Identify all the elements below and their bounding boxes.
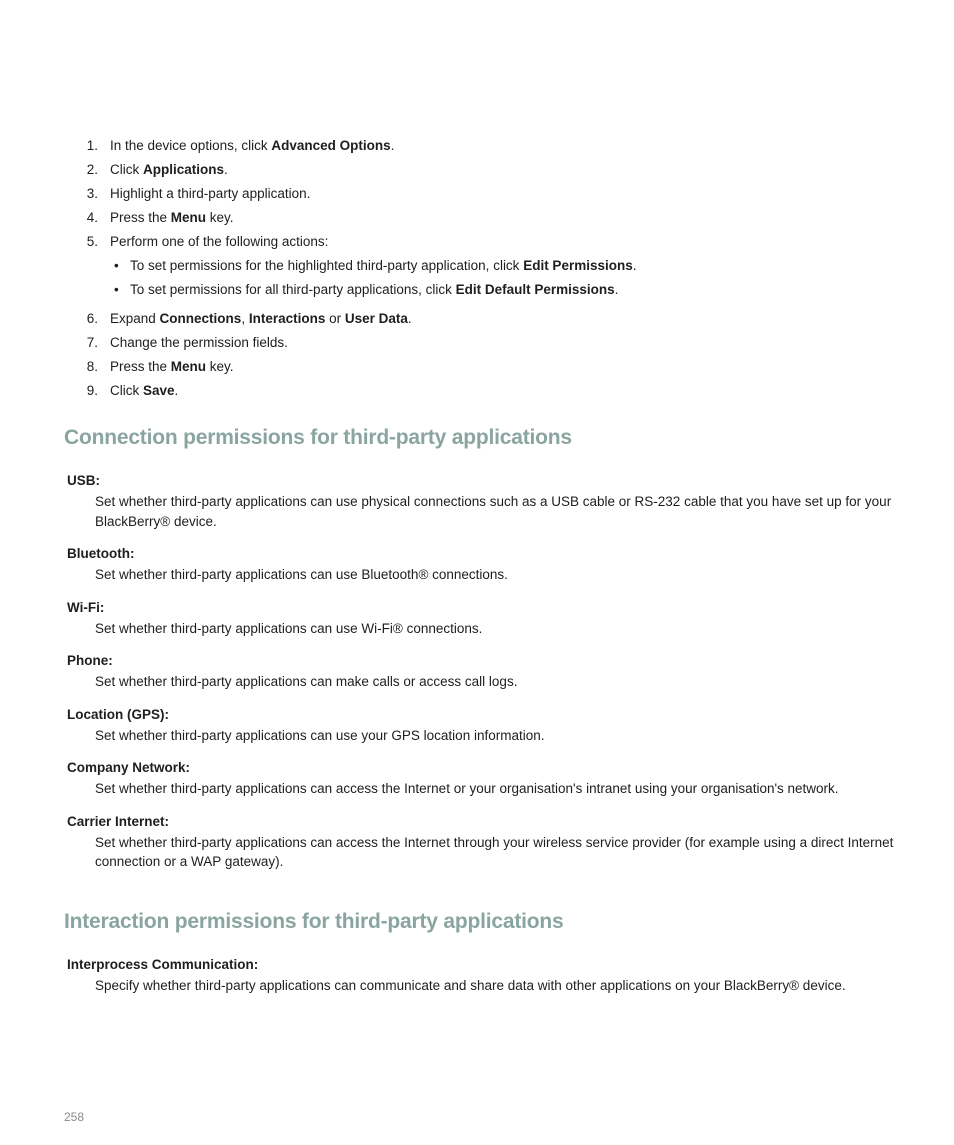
desc-carrier-internet: Set whether third-party applications can access the Internet through your wireless service provider (for example using a direct Internet connection or a WAP gateway). bbox=[95, 834, 894, 869]
ui-label-applications: Applications bbox=[143, 162, 225, 177]
ui-label-edit-permissions: Edit Permissions bbox=[523, 258, 633, 273]
desc-wifi: Set whether third-party applications can use Wi-Fi® connections. bbox=[95, 620, 483, 636]
ui-label-edit-default-permissions: Edit Default Permissions bbox=[455, 282, 615, 297]
term-carrier-internet: Carrier Internet: bbox=[67, 813, 170, 829]
bullet-icon: • bbox=[114, 282, 119, 297]
step-7: 7. Change the permission fields. bbox=[86, 335, 288, 350]
step-2: 2. Click Applications. bbox=[86, 162, 228, 177]
desc-bluetooth: Set whether third-party applications can use Bluetooth® connections. bbox=[95, 567, 508, 582]
desc-company-network: Set whether third-party applications can access the Internet or your organisation's intranet using your organisation's network. bbox=[95, 781, 839, 796]
step-3: 3. Highlight a third-party application. bbox=[86, 186, 311, 201]
section-heading-connection-permissions: Connection permissions for third-party applications bbox=[64, 426, 572, 449]
term-wifi: Wi-Fi: bbox=[67, 599, 105, 615]
term-phone: Phone: bbox=[67, 653, 113, 668]
ui-label-advanced-options: Advanced Options bbox=[271, 138, 391, 153]
connection-permissions-list bbox=[67, 471, 897, 885]
step-4: 4. Press the Menu key. bbox=[86, 210, 234, 225]
desc-location-gps: Set whether third-party applications can use your GPS location information. bbox=[95, 727, 545, 743]
bullet-icon: • bbox=[114, 258, 119, 273]
procedure-steps bbox=[0, 136, 954, 405]
term-company-network: Company Network: bbox=[67, 760, 191, 775]
ui-label-save: Save bbox=[143, 383, 175, 398]
step-1: 1. In the device options, click Advanced Options. bbox=[86, 138, 395, 153]
ui-label-menu: Menu bbox=[170, 210, 207, 225]
term-location-gps: Location (GPS): bbox=[67, 706, 169, 722]
desc-interprocess-communication: Specify whether third-party applications can communicate and share data with other applications on your BlackBerry® device. bbox=[95, 978, 846, 993]
section-heading-interaction-permissions: Interaction permissions for third-party applications bbox=[64, 910, 564, 933]
term-interprocess-communication: Interprocess Communication: bbox=[67, 957, 259, 972]
interaction-permissions-list bbox=[67, 955, 897, 1009]
step-6: 6. Expand Connections, Interactions or User Data. bbox=[86, 311, 412, 326]
step-9: 9. Click Save. bbox=[86, 383, 179, 398]
term-usb: USB: bbox=[67, 473, 100, 488]
page-number: 258 bbox=[64, 1110, 85, 1124]
step-5: 5. Perform one of the following actions: bbox=[86, 234, 329, 249]
desc-usb: Set whether third-party applications can use physical connections such as a USB cable or RS-232 cable that you have set up for your BlackBerry® device. bbox=[95, 494, 892, 529]
step-5-option-2: • To set permissions for all third-party applications, click Edit Default Permissions. bbox=[0, 280, 954, 304]
term-bluetooth: Bluetooth: bbox=[67, 546, 135, 561]
step-5-option-1: • To set permissions for the highlighted third-party application, click Edit Permissions. bbox=[0, 256, 954, 280]
desc-phone: Set whether third-party applications can make calls or access call logs. bbox=[95, 674, 518, 689]
step-8: 8. Press the Menu key. bbox=[86, 359, 234, 374]
